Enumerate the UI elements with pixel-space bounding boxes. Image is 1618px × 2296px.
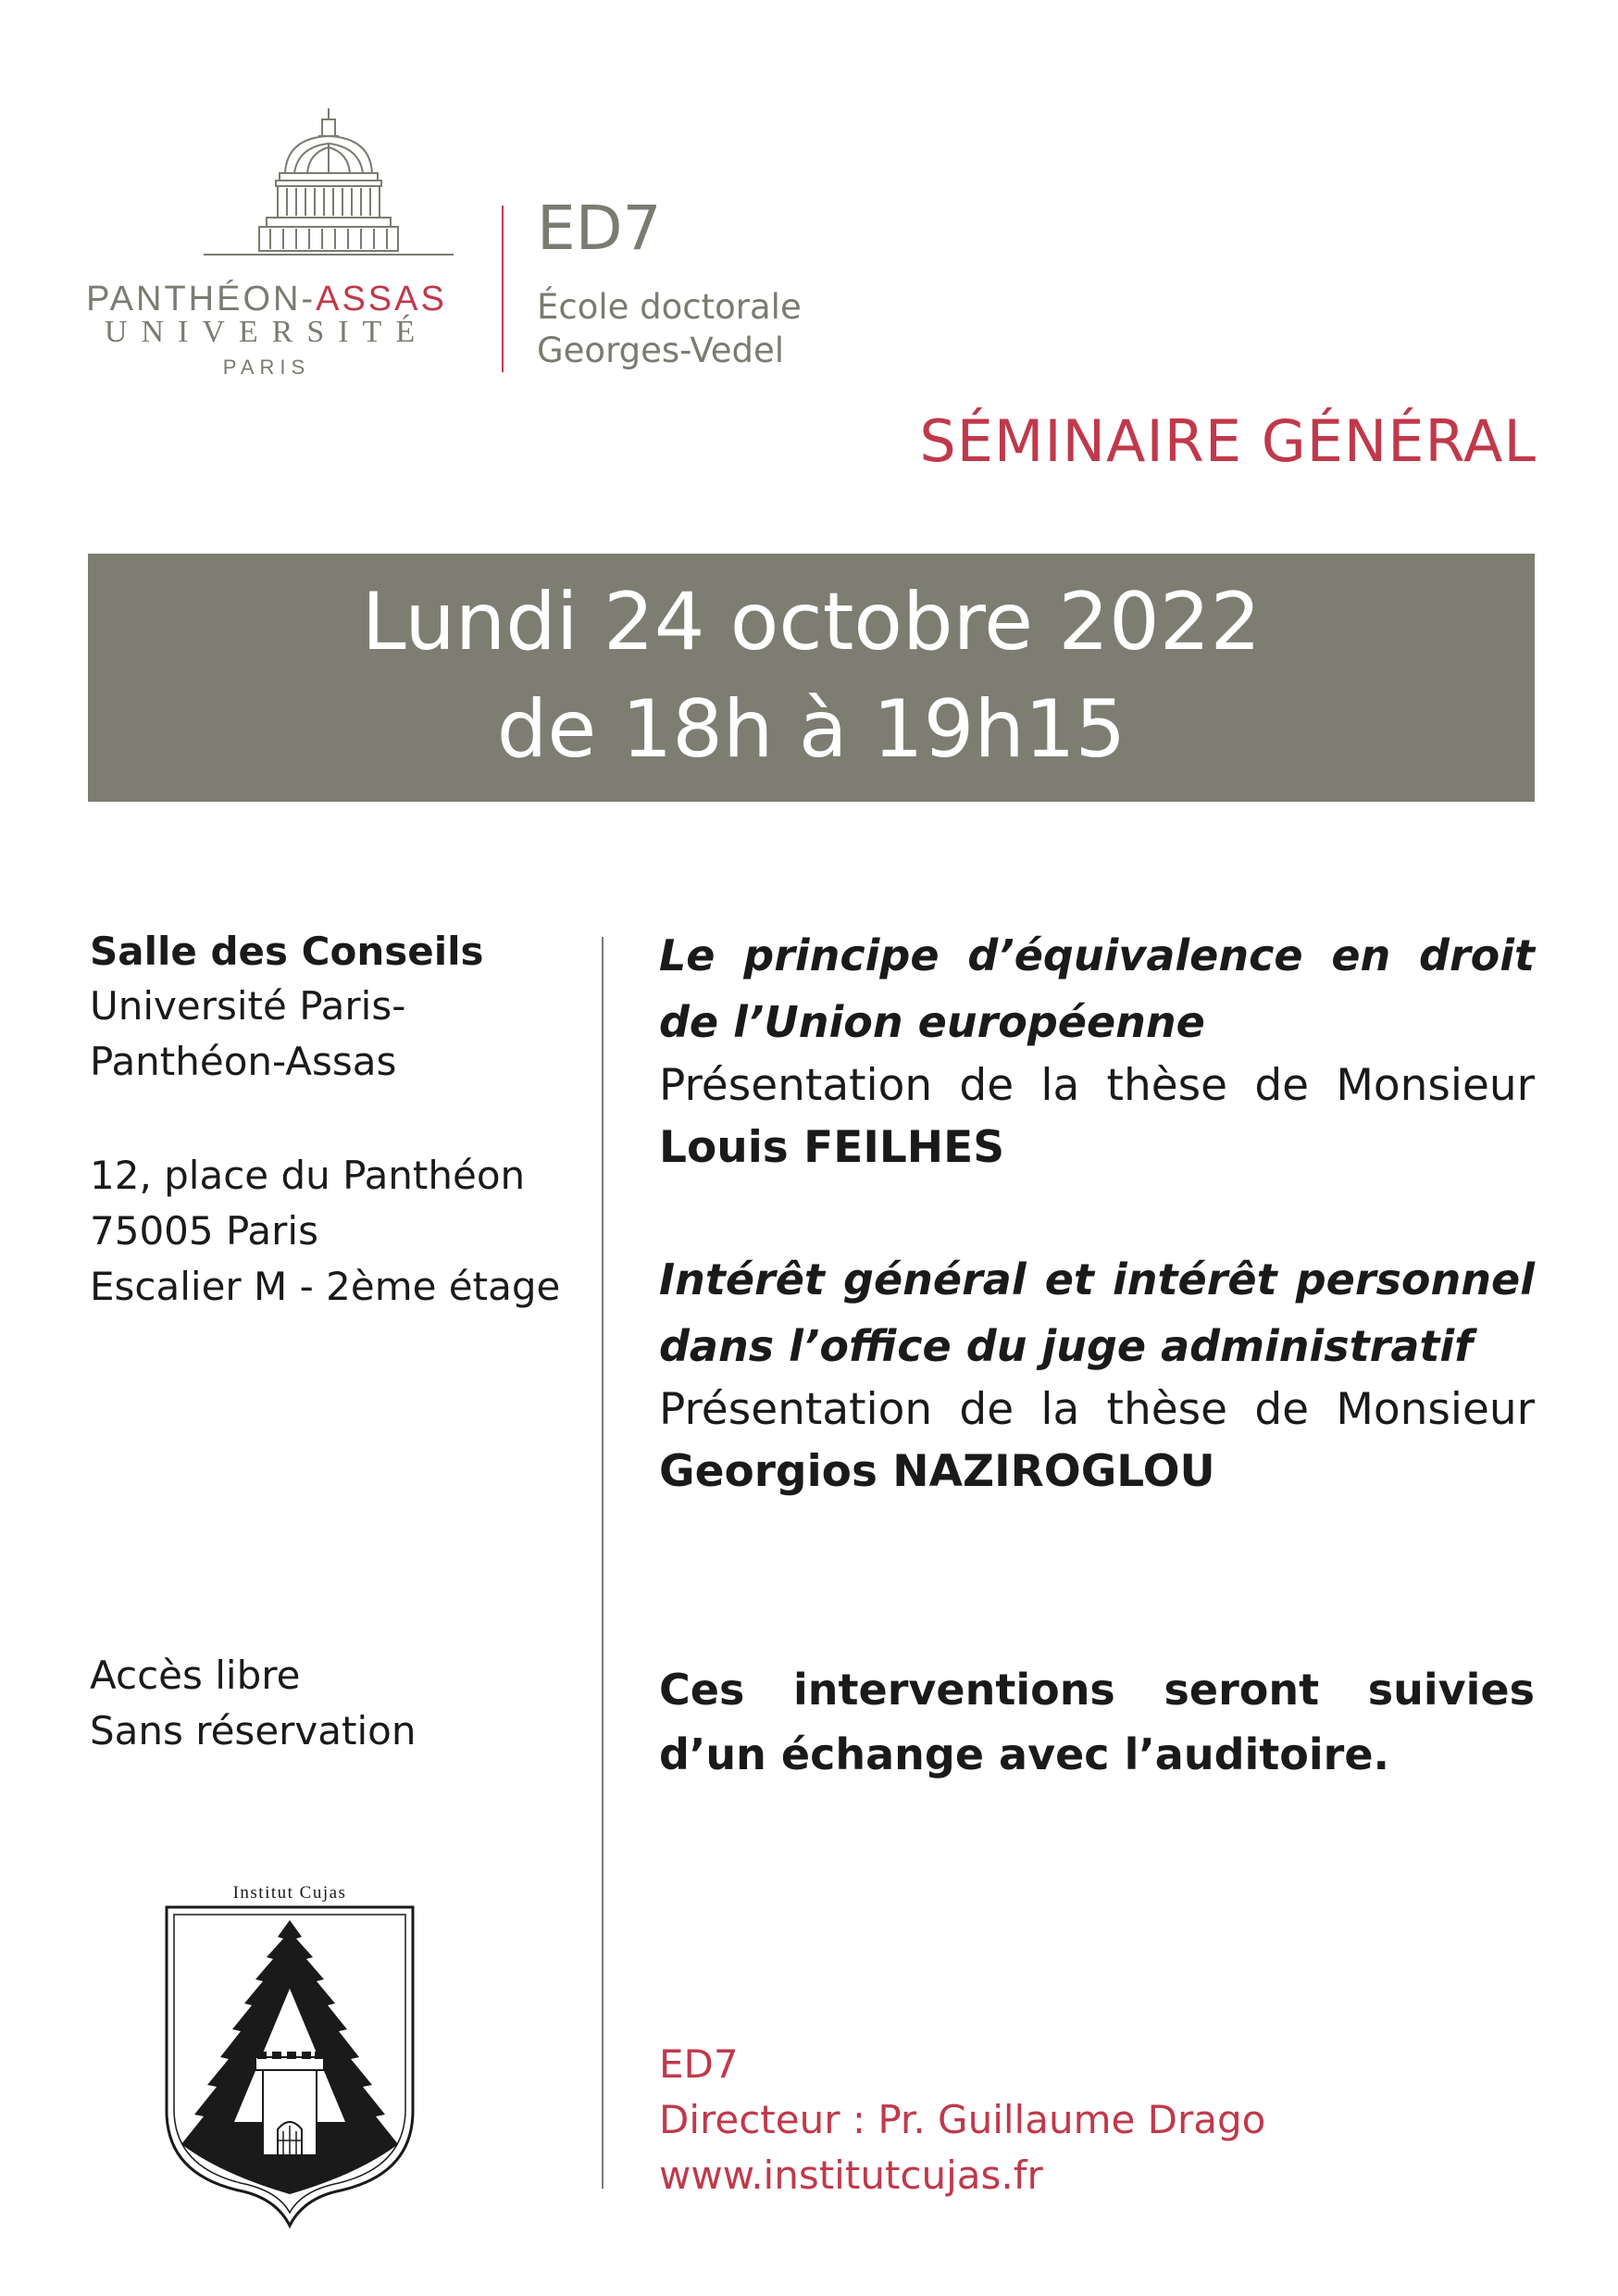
access-line1: Accès libre [90, 1653, 301, 1698]
venue-name: Salle des Conseils [90, 929, 484, 974]
talk-block [659, 1246, 1535, 1504]
venue-line3: Panthéon-Assas [90, 1039, 397, 1084]
talk-speaker: Louis FEILHES [659, 1122, 1005, 1173]
footer-website-link[interactable]: www.institutcujas.fr [659, 2152, 1043, 2198]
institut-cujas-crest-icon [156, 1879, 424, 2231]
university-name-pantheon: PANTHÉON- [86, 280, 317, 318]
pantheon-dome-logo-icon [194, 106, 463, 278]
ed7-title: ED7 [537, 193, 662, 264]
university-city: PARIS [222, 356, 311, 379]
university-name-assas: ASSAS [316, 280, 447, 318]
column-divider [602, 937, 604, 2189]
seminar-title: SÉMINAIRE GÉNÉRAL [919, 407, 1537, 475]
date-text: Lundi 24 octobre 2022 [361, 576, 1262, 668]
talk-presentation: Présentation de la thèse de Monsieur [659, 1060, 1535, 1111]
footer-director: Directeur : Pr. Guillaume Drago [659, 2097, 1266, 2142]
ed7-subtitle-line1: École doctorale [537, 287, 802, 327]
closing-note: Ces interventions seront suivies d’un échange avec l’auditoire. [659, 1665, 1535, 1779]
time-text: de 18h à 19h15 [496, 683, 1126, 776]
address-line1: 12, place du Panthéon [90, 1153, 526, 1198]
talk-title: Le principe d’équivalence en droit de l’Union européenne [659, 930, 1535, 1047]
footer-ed7: ED7 [659, 2041, 739, 2087]
talk-block [659, 922, 1535, 1179]
university-name-line2: UNIVERSITÉ [104, 315, 429, 349]
venue-line2: Université Paris- [90, 983, 406, 1029]
crest-label: Institut Cujas [232, 1883, 347, 1903]
header-divider [502, 206, 504, 372]
talk-title: Intérêt général et intérêt personnel dans l’office du juge administratif [659, 1254, 1535, 1371]
ed7-subtitle-line2: Georges-Vedel [537, 331, 785, 370]
address-line2: 75005 Paris [90, 1208, 318, 1254]
access-line2: Sans réservation [90, 1708, 417, 1753]
talk-speaker: Georgios NAZIROGLOU [659, 1446, 1215, 1497]
date-banner [88, 554, 1535, 802]
address-line3: Escalier M - 2ème étage [90, 1264, 561, 1309]
university-name-line1 [81, 280, 452, 319]
talk-presentation: Présentation de la thèse de Monsieur [659, 1384, 1535, 1435]
